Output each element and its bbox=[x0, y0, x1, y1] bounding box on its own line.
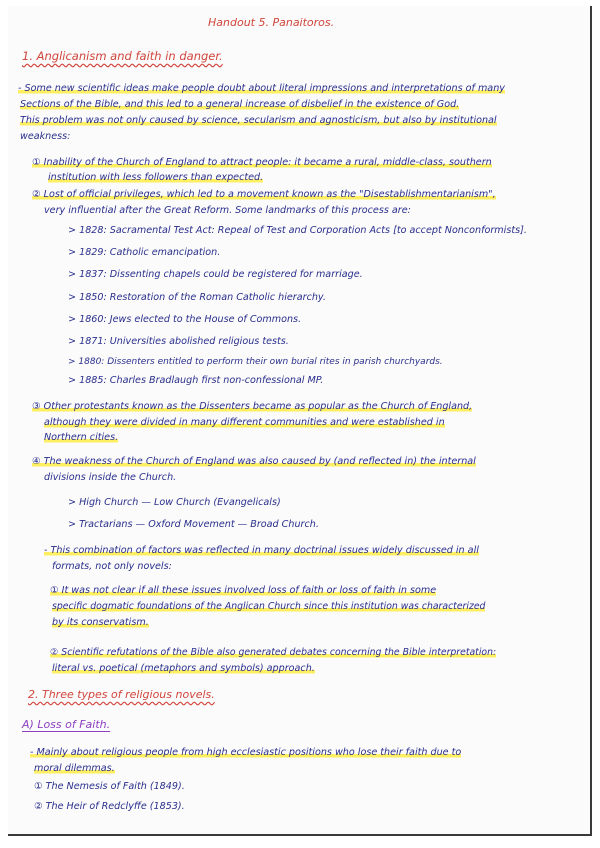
point-2-line-1: ② Lost of official privileges, which led to a movement known as the "Disestablishmentarianism", bbox=[32, 189, 496, 200]
point-3-line-2: although they were divided in many different communities and were established in bbox=[44, 417, 445, 428]
para-3-line-2: moral dilemmas. bbox=[34, 763, 115, 774]
point-1-line-1: ① Inability of the Church of England to attract people: it became a rural, middle-class, southern bbox=[32, 157, 492, 168]
landmark-1837: > 1837: Dissenting chapels could be registered for marriage. bbox=[68, 269, 363, 280]
para-3-line-1: - Mainly about religious people from high ecclesiastic positions who lose their faith due to bbox=[30, 747, 462, 758]
intro-line-2: Sections of the Bible, and this led to a general increase of disbelief in the existence of God. bbox=[20, 99, 460, 110]
landmark-1880: > 1880: Dissenters entitled to perform their own burial rites in parish churchyards. bbox=[68, 357, 443, 367]
landmark-1871: > 1871: Universities abolished religious tests. bbox=[68, 336, 289, 347]
intro-line-4: weakness: bbox=[20, 131, 71, 142]
intro-line-3: This problem was not only caused by science, secularism and agnosticism, but also by institutional bbox=[20, 115, 497, 126]
point-1-line-2: institution with less followers than expected. bbox=[48, 172, 264, 183]
point-3-line-3: Northern cities. bbox=[44, 432, 119, 443]
intro-line-1: - Some new scientific ideas make people doubt about literal impressions and interpretations of many bbox=[18, 83, 505, 94]
sub-1-line-3: by its conservatism. bbox=[52, 617, 149, 628]
para-2-line-2: formats, not only novels: bbox=[52, 561, 172, 572]
church-division-1: > High Church — Low Church (Evangelicals) bbox=[68, 497, 281, 508]
example-2: ② The Heir of Redclyffe (1853). bbox=[34, 801, 185, 812]
point-4-line-2: divisions inside the Church. bbox=[44, 472, 177, 483]
point-4-line-1: ④ The weakness of the Church of England was also caused by (and reflected in) the internal bbox=[32, 456, 476, 467]
sub-2-line-1: ② Scientific refutations of the Bible also generated debates concerning the Bible interpretation: bbox=[50, 647, 497, 658]
handout-page bbox=[8, 6, 592, 836]
landmark-1860: > 1860: Jews elected to the House of Commons. bbox=[68, 314, 302, 325]
sub-1-line-1: ① It was not clear if all these issues involved loss of faith or loss of faith in some bbox=[50, 585, 437, 596]
point-2-line-2: very influential after the Great Reform. Some landmarks of this process are: bbox=[44, 205, 411, 216]
page-title: Handout 5. Panaitoros. bbox=[208, 16, 335, 29]
section-1-heading: 1. Anglicanism and faith in danger. bbox=[22, 49, 223, 63]
landmark-1885: > 1885: Charles Bradlaugh first non-confessional MP. bbox=[68, 375, 324, 386]
subsection-a-heading: A) Loss of Faith. bbox=[22, 718, 111, 731]
church-division-2: > Tractarians — Oxford Movement — Broad Church. bbox=[68, 519, 319, 530]
landmark-1828: > 1828: Sacramental Test Act: Repeal of Test and Corporation Acts [to accept Nonconformists]. bbox=[68, 225, 527, 236]
sub-1-line-2: specific dogmatic foundations of the Anglican Church since this institution was characterized bbox=[52, 601, 486, 612]
landmark-1850: > 1850: Restoration of the Roman Catholic hierarchy. bbox=[68, 292, 326, 303]
point-3-line-1: ③ Other protestants known as the Dissenters became as popular as the Church of England, bbox=[32, 401, 473, 412]
landmark-1829: > 1829: Catholic emancipation. bbox=[68, 247, 221, 258]
para-2-line-1: - This combination of factors was reflected in many doctrinal issues widely discussed in all bbox=[44, 545, 479, 556]
example-1: ① The Nemesis of Faith (1849). bbox=[34, 781, 185, 792]
sub-2-line-2: literal vs. poetical (metaphors and symbols) approach. bbox=[52, 663, 315, 674]
section-2-heading: 2. Three types of religious novels. bbox=[28, 688, 215, 701]
